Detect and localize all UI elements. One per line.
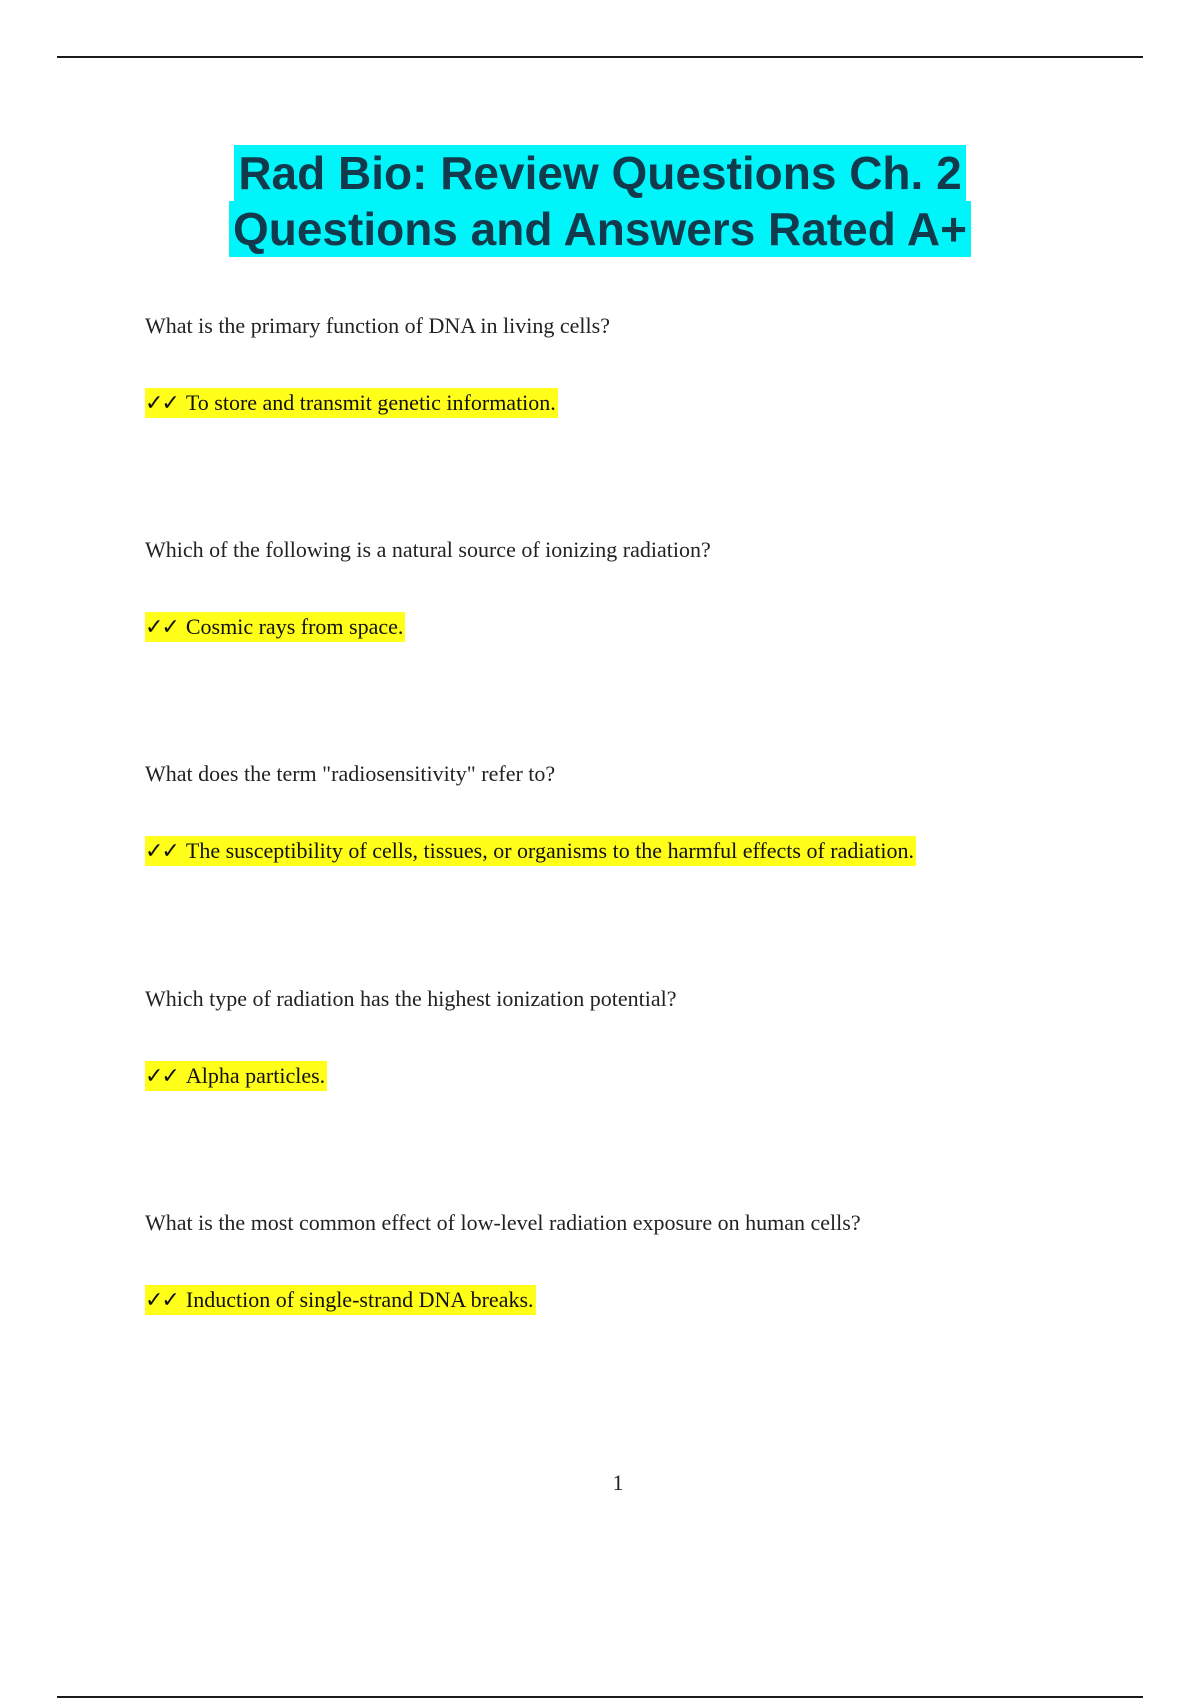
double-check-icon: ✓✓ bbox=[145, 839, 178, 864]
page-number: 1 bbox=[612, 1470, 624, 1495]
qa-item-4 bbox=[145, 985, 1105, 1092]
document-title bbox=[0, 145, 1200, 257]
answer-highlight bbox=[145, 612, 405, 642]
answer bbox=[145, 836, 1105, 867]
answer bbox=[145, 612, 1105, 643]
title-line-1: Rad Bio: Review Questions Ch. 2 bbox=[234, 145, 965, 201]
qa-item-2 bbox=[145, 536, 1105, 643]
answer bbox=[145, 1061, 1105, 1092]
qa-item-5 bbox=[145, 1209, 1105, 1316]
qa-item-3 bbox=[145, 760, 1105, 867]
answer-highlight bbox=[145, 1061, 327, 1091]
answer-text: Induction of single-strand DNA breaks. bbox=[185, 1287, 534, 1312]
top-rule bbox=[57, 56, 1143, 58]
double-check-icon: ✓✓ bbox=[145, 1288, 178, 1313]
question-text: What is the most common effect of low-level radiation exposure on human cells? bbox=[145, 1210, 861, 1235]
question-text: What does the term "radiosensitivity" refer to? bbox=[145, 761, 556, 786]
question-text: Which of the following is a natural source of ionizing radiation? bbox=[145, 537, 711, 562]
answer-highlight bbox=[145, 1285, 536, 1315]
answer-text: To store and transmit genetic information. bbox=[185, 390, 556, 415]
answer bbox=[145, 1285, 1105, 1316]
double-check-icon: ✓✓ bbox=[145, 1064, 178, 1089]
double-check-icon: ✓✓ bbox=[145, 391, 178, 416]
double-check-icon: ✓✓ bbox=[145, 615, 178, 640]
answer-text: Alpha particles. bbox=[185, 1063, 326, 1088]
question-text: Which type of radiation has the highest ionization potential? bbox=[145, 986, 677, 1011]
answer-text: The susceptibility of cells, tissues, or organisms to the harmful effects of radiation. bbox=[185, 838, 914, 863]
bottom-rule bbox=[57, 1696, 1143, 1698]
qa-item-1 bbox=[145, 312, 1105, 419]
question-text: What is the primary function of DNA in living cells? bbox=[145, 313, 610, 338]
answer-highlight bbox=[145, 836, 916, 866]
answer bbox=[145, 388, 1105, 419]
answer-text: Cosmic rays from space. bbox=[185, 614, 404, 639]
answer-highlight bbox=[145, 388, 558, 418]
title-line-2: Questions and Answers Rated A+ bbox=[229, 201, 971, 257]
